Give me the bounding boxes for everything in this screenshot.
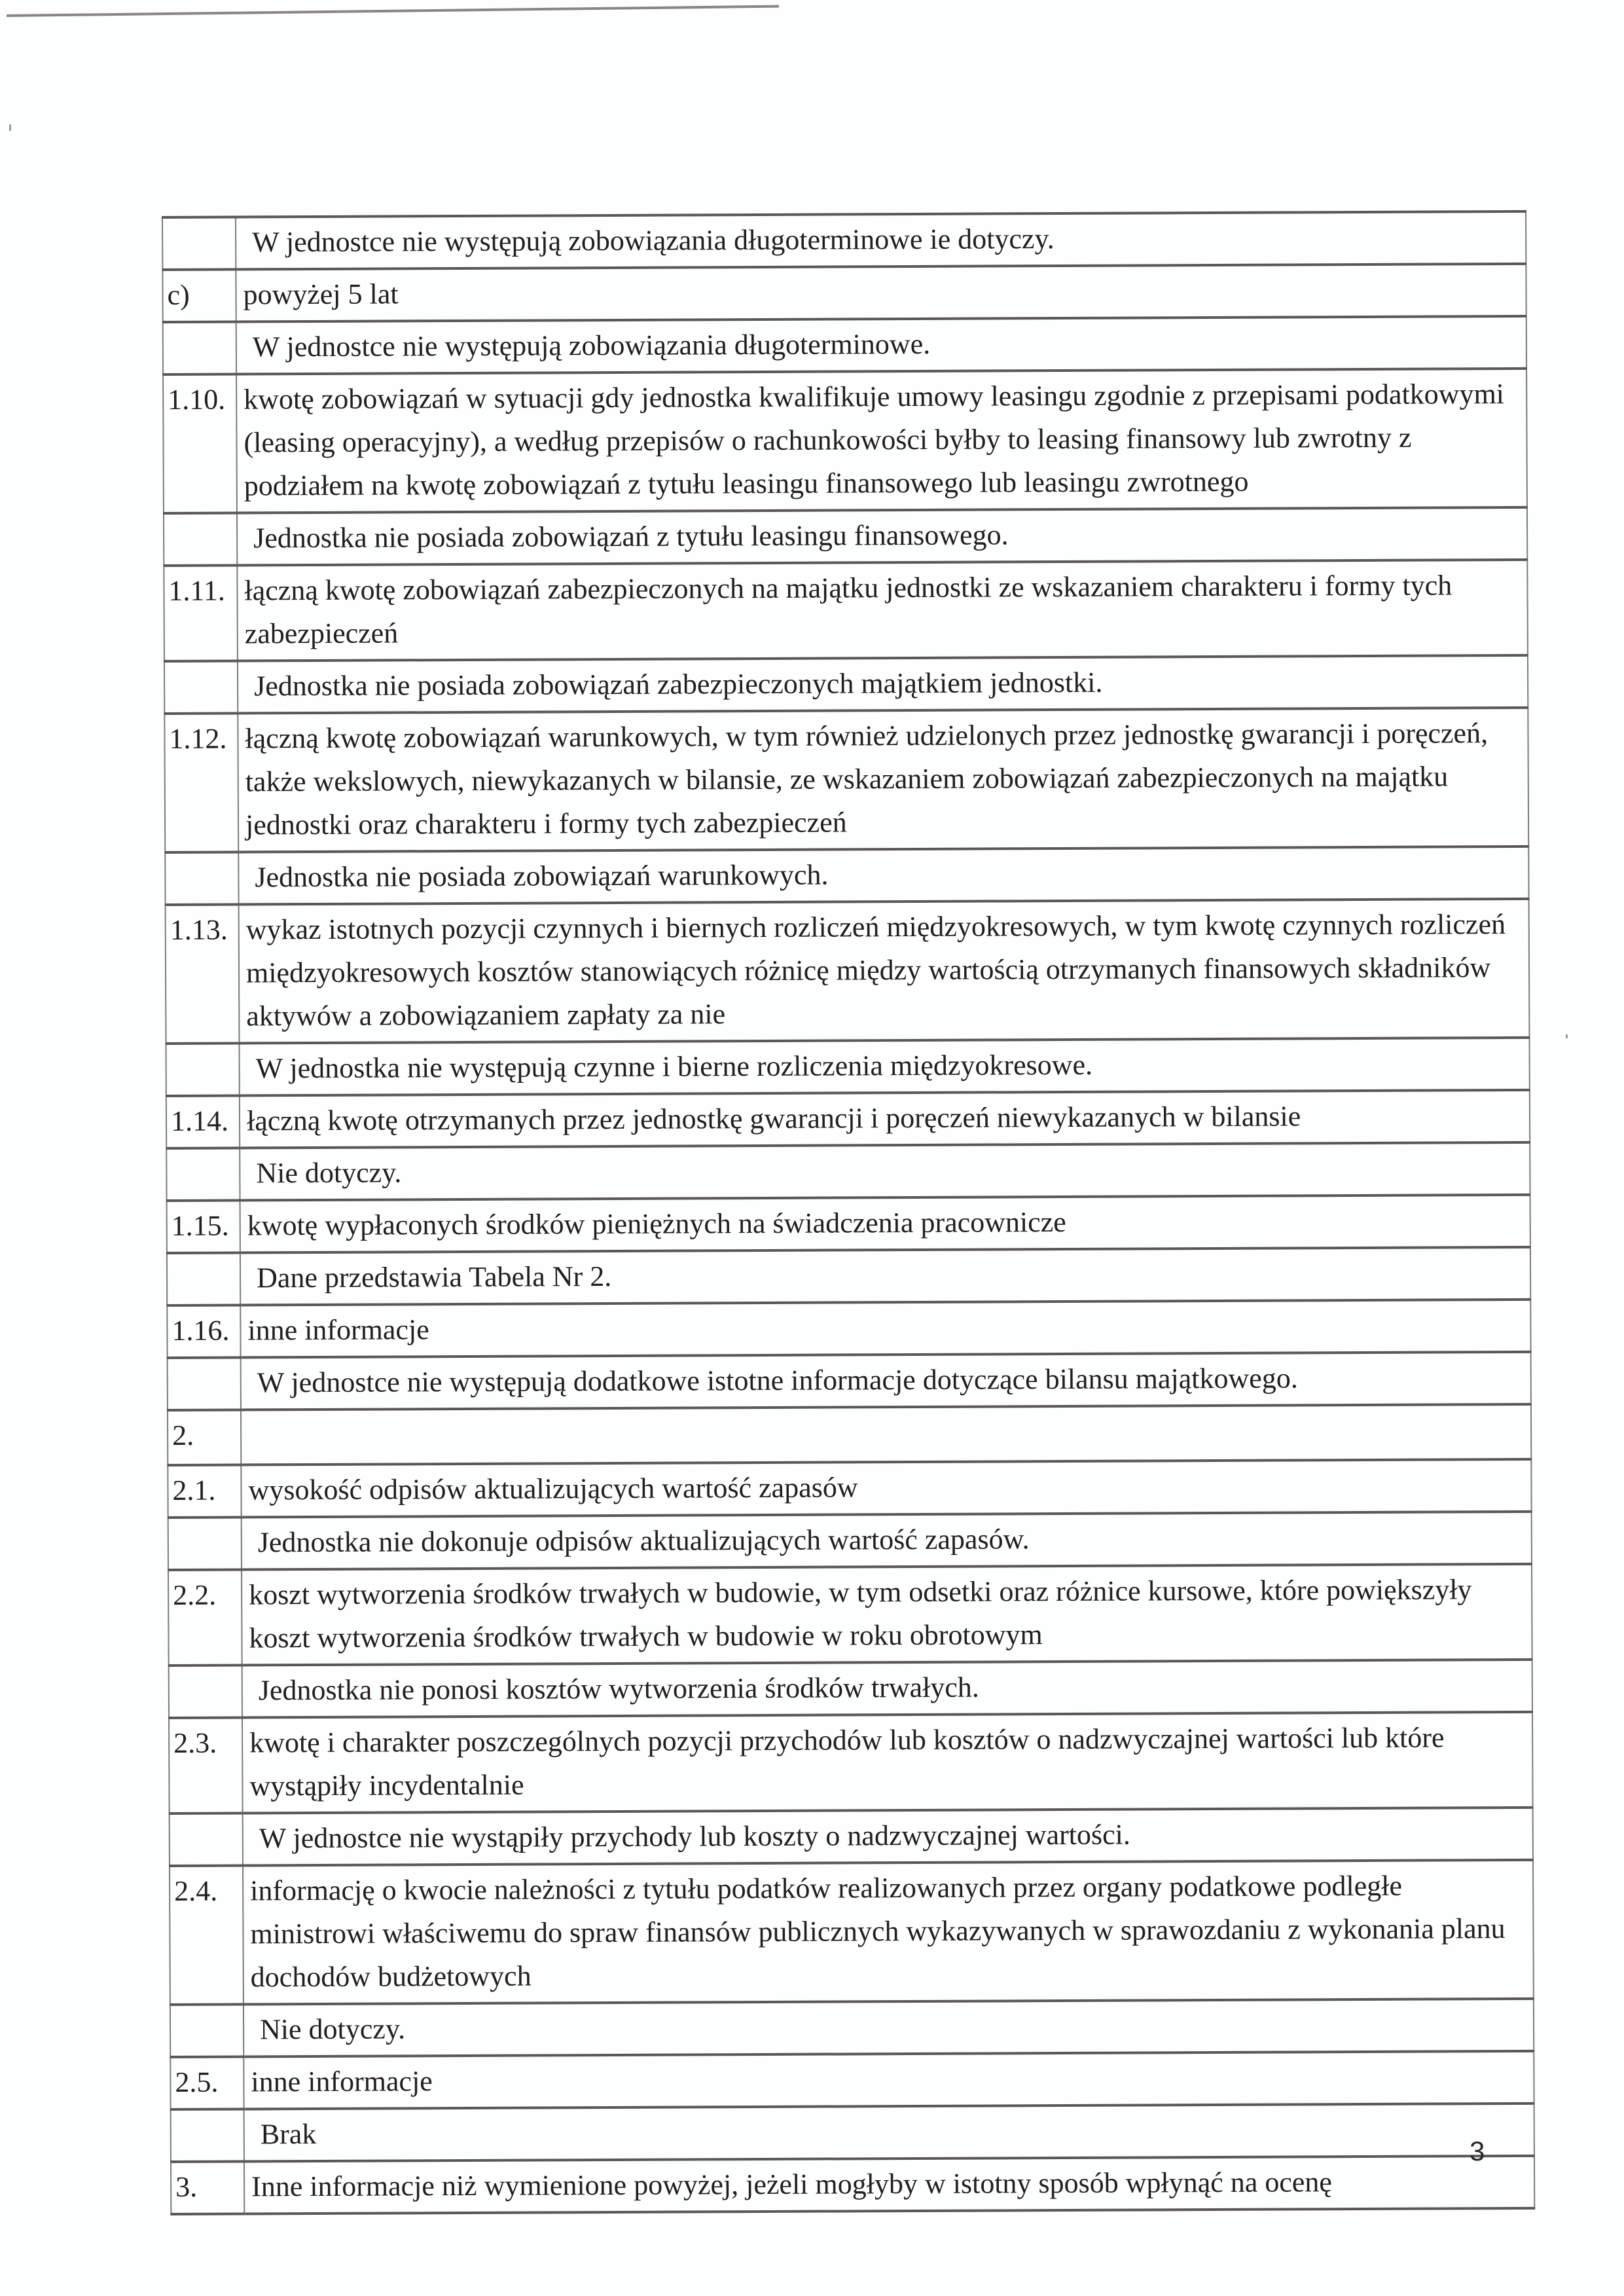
- row-number: [171, 2109, 244, 2161]
- row-number: [162, 217, 236, 270]
- answer-text: Dane przedstawia Tabela Nr 2.: [240, 1247, 1530, 1305]
- item-row: [166, 1090, 1530, 1148]
- answer-row: [171, 2104, 1534, 2162]
- item-row: [162, 264, 1526, 322]
- answer-text: Jednostka nie posiada zobowiązań z tytułu leasingu finansowego.: [237, 507, 1527, 566]
- answer-row: [170, 1808, 1533, 1866]
- answer-row: [164, 655, 1528, 714]
- answer-text: Nie dotyczy.: [244, 1999, 1534, 2057]
- row-number: [165, 852, 238, 904]
- item-text: kwotę wypłaconych środków pieniężnych na świadczenia pracownicze: [240, 1195, 1530, 1253]
- item-text: informację o kwocie należności z tytułu podatków realizowanych przez organy podatkowe podległe ministrowi właściwemu do spraw finansów publicznych wykazywanych w sprawozdaniu z wykonania planu dochodów budżetowych: [243, 1860, 1534, 2005]
- document-page: [162, 210, 1535, 2215]
- answer-text: W jednostce nie występują zobowiązania długoterminowe ie dotyczy.: [236, 211, 1526, 270]
- row-number: 1.12.: [164, 713, 238, 852]
- answer-text: Nie dotyczy.: [240, 1142, 1530, 1201]
- item-row: [170, 1860, 1534, 2005]
- answer-text: Jednostka nie ponosi kosztów wytworzenia środków trwałych.: [242, 1660, 1532, 1718]
- row-number: [168, 1517, 242, 1569]
- row-number: 1.13.: [166, 904, 240, 1043]
- item-text: łączną kwotę otrzymanych przez jednostkę gwarancji i poręczeń niewykazanych w bilansie: [240, 1090, 1530, 1148]
- answer-row: [164, 507, 1527, 566]
- row-number: 2.2.: [168, 1569, 242, 1665]
- page-number: 3: [1470, 2136, 1485, 2166]
- row-number: 2.3.: [169, 1717, 243, 1813]
- row-number: [163, 322, 236, 374]
- row-number: 1.11.: [164, 566, 238, 661]
- row-number: [168, 1357, 241, 1410]
- answer-text: W jednostka nie występują czynne i bierne rozliczenia międzyokresowe.: [240, 1038, 1530, 1096]
- answer-row: [165, 847, 1528, 905]
- answer-row: [166, 1142, 1530, 1201]
- row-number: [170, 1813, 243, 1865]
- item-row: [163, 369, 1527, 513]
- answer-text: W jednostce nie występują dodatkowe istotne informacje dotyczące bilansu majątkowego.: [241, 1352, 1531, 1410]
- item-text: powyżej 5 lat: [236, 264, 1526, 322]
- item-row: [167, 1195, 1530, 1253]
- scan-speck: [9, 124, 11, 131]
- item-row: [170, 2051, 1534, 2109]
- row-number: c): [162, 270, 236, 322]
- answer-text: Jednostka nie posiada zobowiązań zabezpieczonych majątkiem jednostki.: [238, 655, 1528, 714]
- item-row: [168, 1564, 1532, 1666]
- item-text: [241, 1404, 1531, 1465]
- row-number: 3.: [171, 2161, 244, 2214]
- row-number: 1.14.: [166, 1095, 240, 1148]
- item-row: [166, 899, 1530, 1044]
- item-text: łączną kwotę zobowiązań warunkowych, w tym również udzielonych przez jednostkę gwarancji i poręczeń, także wekslowych, niewykazanych w bilansie, ze wskazaniem zobowiązań zabezpieczonych na majątku jednostki oraz charakteru i formy tych zabezpieczeń: [238, 708, 1528, 852]
- item-text: koszt wytworzenia środków trwałych w budowie, w tym odsetki oraz różnice kursowe, które powiększyły koszt wytworzenia środków trwałych w budowie w roku obrotowym: [242, 1564, 1532, 1666]
- row-number: 1.16.: [167, 1305, 240, 1357]
- row-number: 2.1.: [168, 1465, 241, 1517]
- answer-row: [167, 1247, 1530, 1305]
- scan-speck: [1566, 1034, 1568, 1038]
- answer-row: [163, 316, 1526, 374]
- answer-row: [169, 1660, 1532, 1718]
- item-row: [169, 1712, 1533, 1813]
- item-text: łączną kwotę zobowiązań zabezpieczonych na majątku jednostki ze wskazaniem charakteru i formy tych zabezpieczeń: [237, 560, 1528, 661]
- row-number: [164, 513, 237, 566]
- answer-row: [170, 1999, 1534, 2057]
- item-row: [167, 1300, 1530, 1358]
- row-number: [170, 2004, 244, 2056]
- item-text: wysokość odpisów aktualizujących wartość zapasów: [241, 1459, 1531, 1518]
- item-row: [168, 1459, 1531, 1518]
- row-number: 2.4.: [170, 1865, 244, 2004]
- row-number: [166, 1148, 240, 1200]
- row-number: [164, 661, 238, 714]
- item-row: [164, 560, 1528, 661]
- row-number: [167, 1252, 240, 1305]
- answer-text: Brak: [244, 2104, 1534, 2162]
- section-row: [168, 1404, 1531, 1465]
- answer-text: W jednostce nie występują zobowiązania długoterminowe.: [236, 316, 1526, 374]
- item-text: kwotę i charakter poszczególnych pozycji przychodów lub kosztów o nadzwyczajnej wartości lub które wystąpiły incydentalnie: [242, 1712, 1533, 1813]
- item-row: [164, 708, 1528, 852]
- row-number: [169, 1665, 242, 1717]
- row-number: 1.15.: [167, 1200, 240, 1252]
- answer-row: [162, 211, 1526, 270]
- scan-edge-line: [7, 5, 779, 17]
- row-number: [166, 1043, 240, 1095]
- item-text: kwotę zobowiązań w sytuacji gdy jednostka kwalifikuje umowy leasingu zgodnie z przepisami podatkowymi (leasing operacyjny), a według przepisów o rachunkowości byłby to leasing finansowy lub zwrotny z podziałem na kwotę zobowiązań z tytułu leasingu finansowego lub leasingu zwrotnego: [236, 369, 1527, 513]
- row-number: 2.: [168, 1410, 241, 1465]
- item-text: wykaz istotnych pozycji czynnych i biernych rozliczeń międzyokresowych, w tym kwotę czynnych rozliczeń międzyokresowych kosztów stanowiących różnicę między wartością otrzymanych finansowych składników aktywów a zobowiązaniem zapłaty za nie: [239, 899, 1530, 1044]
- answer-row: [168, 1352, 1531, 1410]
- item-text: inne informacje: [244, 2051, 1534, 2109]
- item-text: Inne informacje niż wymienione powyżej, jeżeli mogłyby w istotny sposób wpłynąć na ocenę: [244, 2156, 1534, 2214]
- item-text: inne informacje: [240, 1300, 1530, 1358]
- answer-text: Jednostka nie posiada zobowiązań warunkowych.: [238, 847, 1528, 905]
- row-number: 1.10.: [163, 374, 237, 513]
- item-row: [171, 2156, 1534, 2214]
- notes-table-body: [162, 211, 1534, 2214]
- answer-row: [166, 1038, 1530, 1096]
- answer-text: W jednostce nie wystąpiły przychody lub koszty o nadzwyczajnej wartości.: [243, 1808, 1533, 1866]
- answer-text: Jednostka nie dokonuje odpisów aktualizujących wartość zapasów.: [242, 1512, 1532, 1570]
- answer-row: [168, 1512, 1532, 1570]
- row-number: 2.5.: [170, 2056, 244, 2109]
- notes-table: [162, 210, 1535, 2215]
